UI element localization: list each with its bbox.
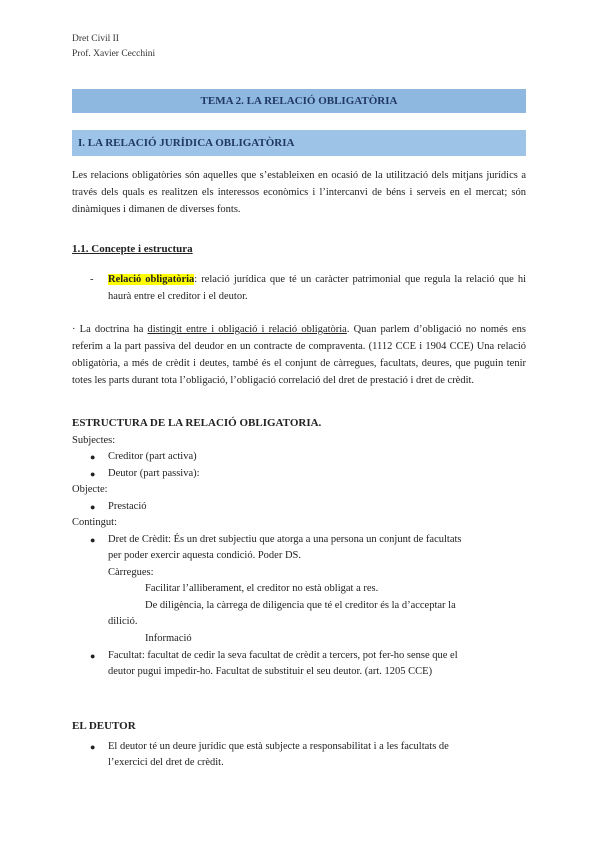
definition-dash: - [90,274,94,285]
objecte-label: Objecte: [72,484,108,495]
bullet-icon: ● [90,651,96,661]
doctrine-pre: · La doctrina ha [72,324,148,335]
contingut-label: Contingut: [72,517,117,528]
facultat-line1: Facultat: facultat de cedir la seva facultat de crèdit a tercers, pot fer-ho sense que el [108,650,458,661]
bullet-icon: ● [90,742,96,752]
header-course: Dret Civil II [72,34,119,44]
definition-text: : relació jurídica que té un caràcter patrimonial que regula la relació que hi haurà entre el creditor i el deutor. [108,274,526,302]
intro-paragraph: Les relacions obligatòries són aquelles que s’estableixen en ocasió de la utilització dels mitjans jurídics a través dels quals es realitzen els interessos econòmics i l’intercanvi de béns i serveis en el mercat; són dinàmiques i dimanen de diverses fonts. [72,170,526,215]
subsection-heading: 1.1. Concepte i estructura [72,243,193,255]
bullet-icon: ● [90,502,96,512]
doctrine-post: . Quan parlem d’obligació no només ens referim a la part passiva del deudor en un contracte de compraventa. (1112 CCE i 1904 CCE) Una relació obligatòria, a més de crèdit i deutes, també és el conjunt de càrregues, facultats, deures, que puguin tenir totes les parts durant tota l’obligació, l’obligació correlació del dret de prestació i dret de crèdit. [72,324,526,386]
subjectes-label: Subjectes: [72,435,116,446]
prestacio-item: Prestació [108,501,147,512]
deutor-item: Deutor (part passiva): [108,468,200,479]
facultat-line2: deutor pugui impedir-ho. Facultat de substituir el seu deutor. (art. 1205 CCE) [108,666,433,677]
doctrine-paragraph [72,321,526,389]
creditor-item: Creditor (part activa) [108,451,197,462]
dret-credit-line1: Dret de Crèdit: És un dret subjectiu que atorga a una persona un conjunt de facultats [108,534,462,545]
definition-term: Relació obligatòria [108,274,195,285]
bullet-icon: ● [90,452,96,462]
facilitar-item: Facilitar l’alliberament, el creditor no està obligat a res. [145,583,379,594]
diligencia-line2: dilició. [108,616,138,627]
bullet-icon: ● [90,469,96,479]
structure-heading: ESTRUCTURA DE LA RELACIÓ OBLIGATORIA. [72,417,322,429]
document-title: TEMA 2. LA RELACIÓ OBLIGATÒRIA [72,89,526,113]
deutor-line2: l’exercici del dret de crèdit. [108,757,224,768]
dret-credit-line2: per poder exercir aquesta condició. Poder DS. [108,550,302,561]
doctrine-underlined: distingit entre i obligació i relació obligatòria [147,324,347,335]
informacio-item: Informació [145,633,192,644]
carregues-label: Càrregues: [108,567,154,578]
bullet-icon: ● [90,535,96,545]
definition-paragraph [108,271,526,305]
diligencia-line1: De diligència, la càrrega de diligencia que té el creditor és la d’acceptar la [145,600,456,611]
section-heading: I. LA RELACIÓ JURÍDICA OBLIGATÒRIA [72,130,526,156]
deutor-line1: El deutor té un deure jurídic que està subjecte a responsabilitat i a les facultats de [108,741,449,752]
deutor-heading: EL DEUTOR [72,720,136,732]
header-professor: Prof. Xavier Cecchini [72,49,156,59]
